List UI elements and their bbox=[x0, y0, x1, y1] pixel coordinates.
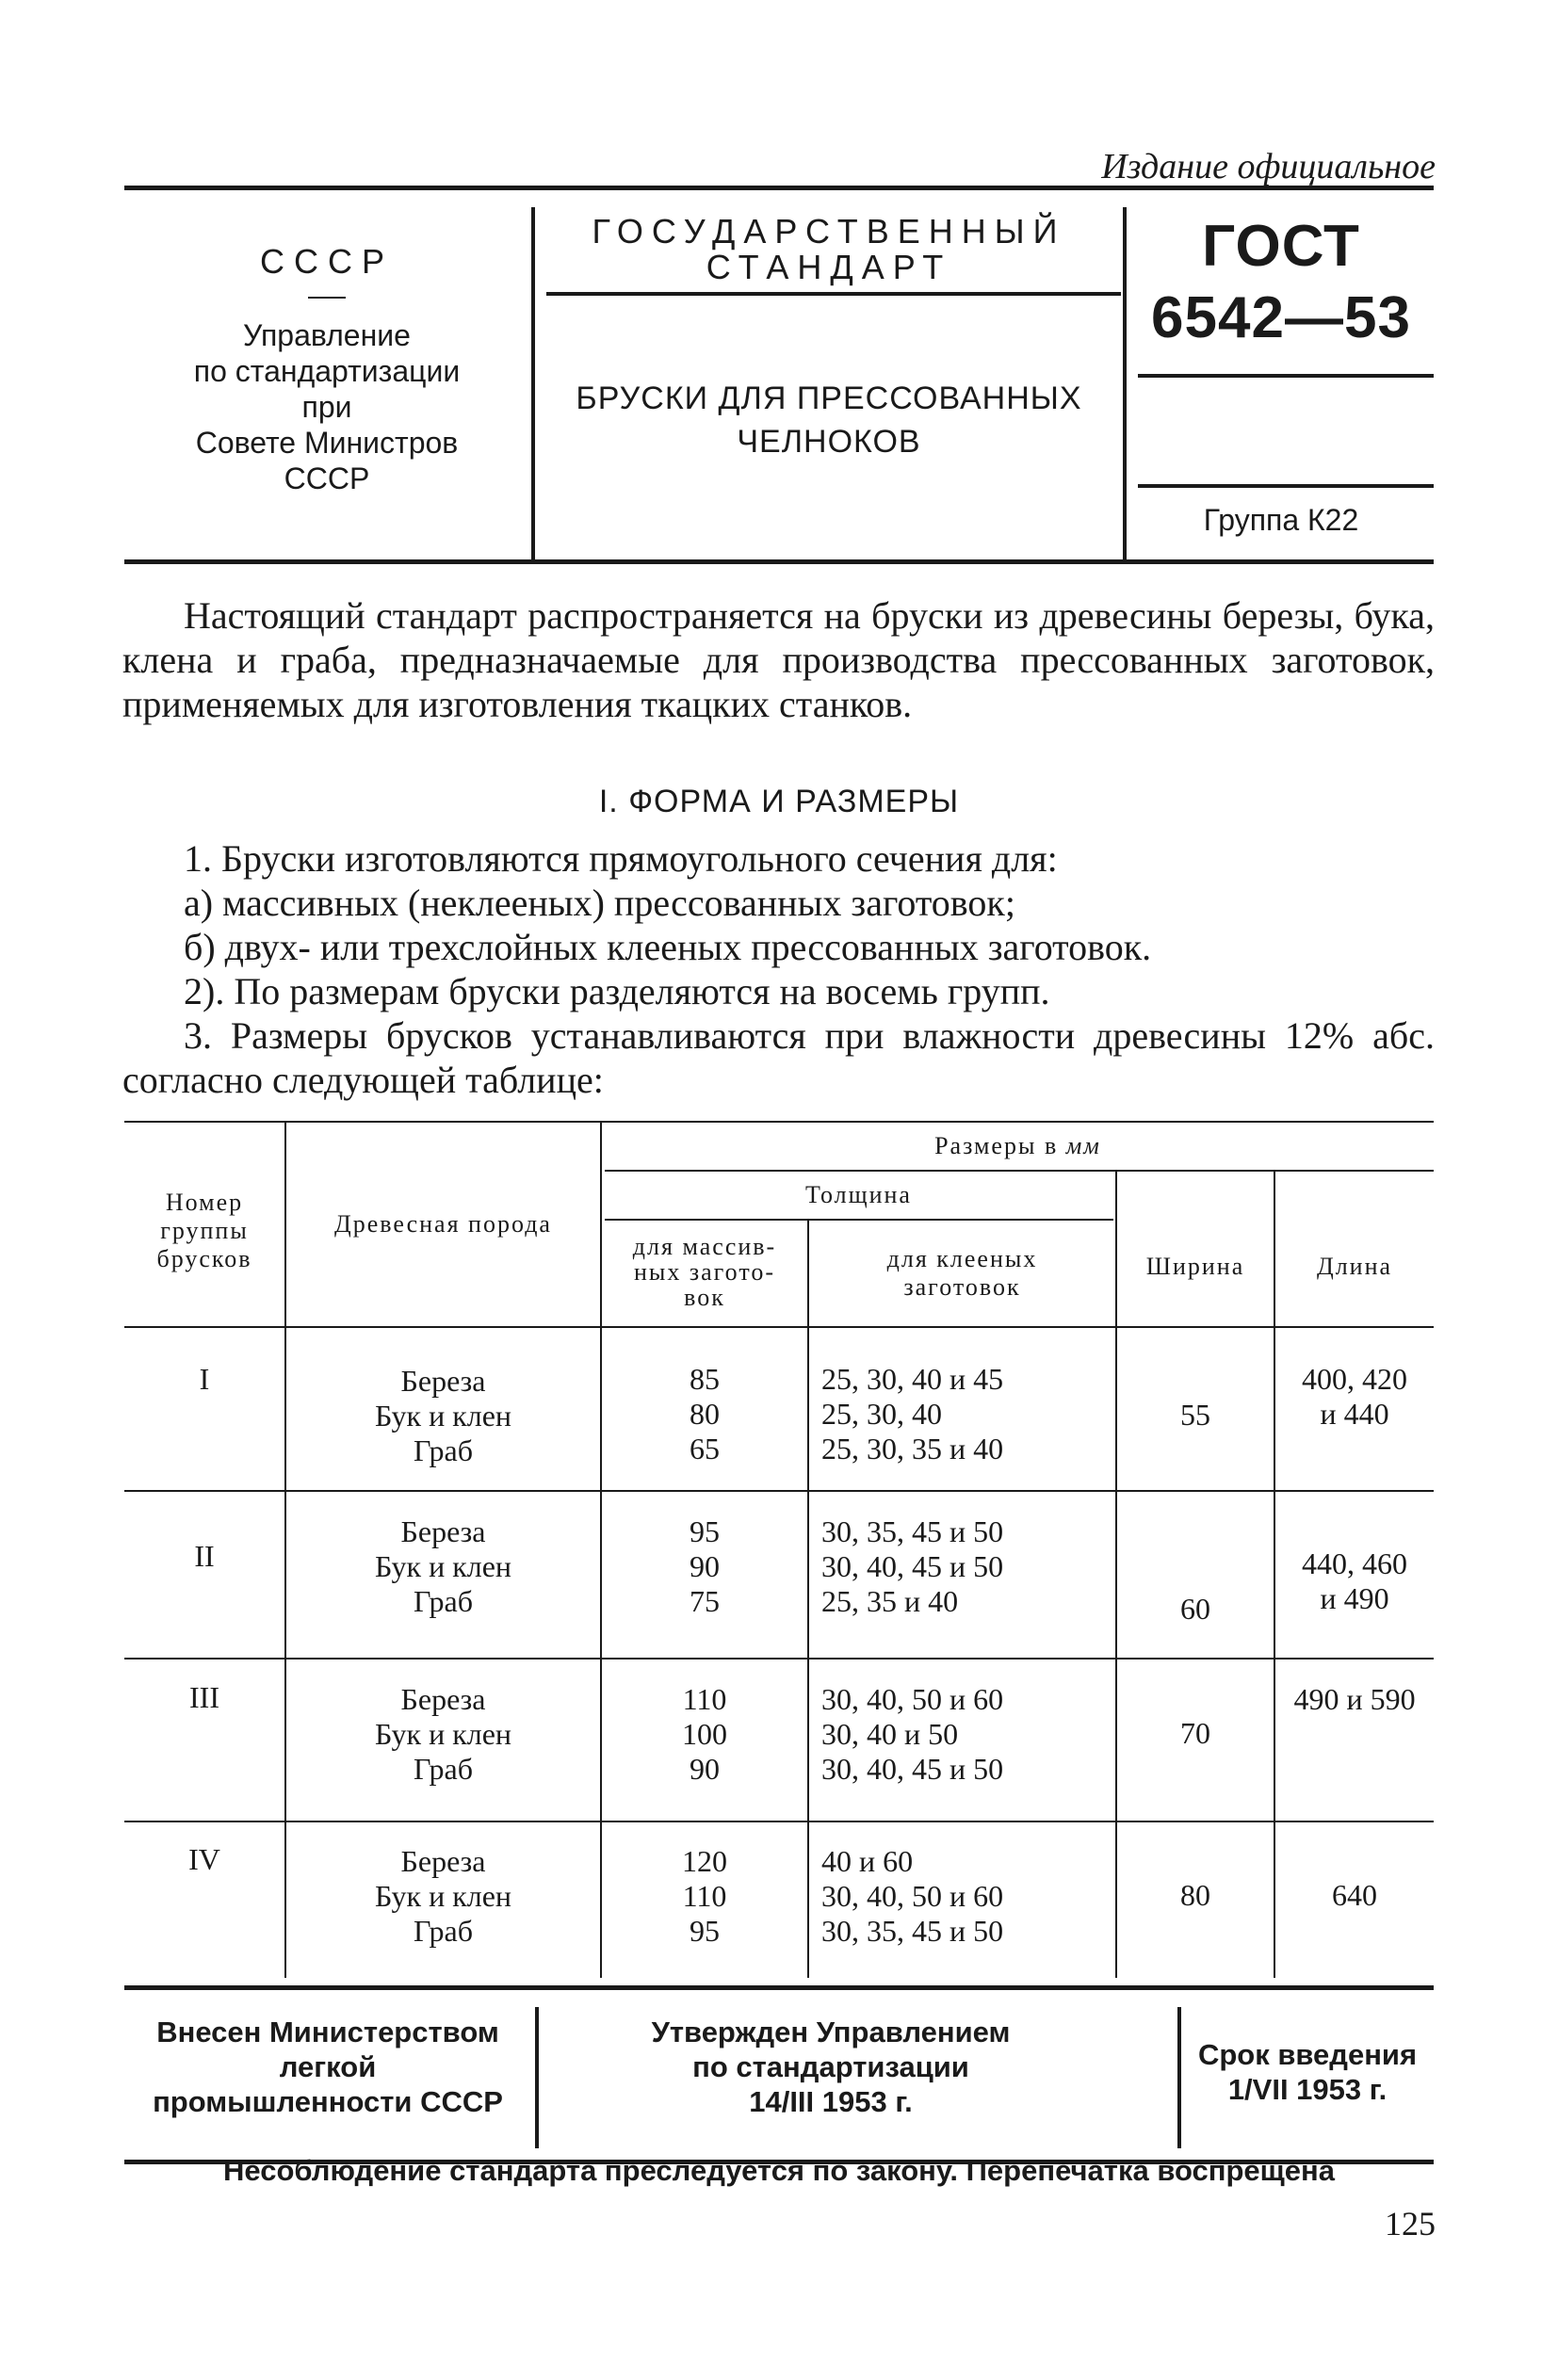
gost-block bbox=[1128, 190, 1434, 559]
page-number: 125 bbox=[1385, 2205, 1436, 2242]
header-group-no: Номер группы брусков bbox=[156, 1189, 252, 1272]
species-2: Береза Бук и клен Граб bbox=[374, 1514, 512, 1618]
header-massive: для массив- ных загото- вок bbox=[632, 1233, 777, 1311]
approved-by: Утвержден Управлением по стандартизации 14/III 1953 г. bbox=[651, 2016, 1011, 2118]
section-title: I. ФОРМА И РАЗМЕРЫ bbox=[598, 784, 960, 819]
glued-1: 25, 30, 40 и 45 25, 30, 40 25, 30, 35 и 40 bbox=[821, 1362, 1004, 1465]
row-rule-2 bbox=[124, 1658, 1434, 1660]
item-1: 1. Бруски изготовляются прямоугольного сечения для: bbox=[184, 837, 1058, 880]
table-top-rule bbox=[124, 1121, 1434, 1123]
length-4: 640 bbox=[1332, 1878, 1377, 1912]
col-rule-4 bbox=[1115, 1172, 1117, 1978]
effective-date: Срок введения 1/VII 1953 г. bbox=[1197, 2038, 1418, 2106]
species-4: Береза Бук и клен Граб bbox=[374, 1844, 512, 1948]
massive-3: 110 100 90 bbox=[682, 1682, 727, 1786]
massive-2: 95 90 75 bbox=[690, 1514, 720, 1618]
width-3: 70 bbox=[1180, 1716, 1210, 1750]
width-4: 80 bbox=[1180, 1878, 1210, 1912]
header-thickness: Толщина bbox=[805, 1181, 912, 1208]
standard-title-block bbox=[537, 190, 1121, 559]
header-divider-2 bbox=[1123, 207, 1127, 559]
agency-name: Управление по стандартизации при Совете Министров СССР bbox=[193, 318, 461, 495]
dash-divider bbox=[308, 297, 346, 299]
glued-3: 30, 40, 50 и 60 30, 40 и 50 30, 40, 45 и 50 bbox=[821, 1682, 1004, 1786]
glued-2: 30, 35, 45 и 50 30, 40, 45 и 50 25, 35 и 40 bbox=[821, 1514, 1004, 1618]
item-1a: а) массивных (неклееных) прессованных заготовок; bbox=[184, 882, 1015, 924]
item-1b: б) двух- или трехслойных клееных прессованных заготовок. bbox=[184, 926, 1152, 968]
dimensions-table bbox=[124, 1121, 1434, 1978]
standard-header bbox=[124, 186, 1434, 564]
header-divider-1 bbox=[531, 207, 535, 559]
length-2: 440, 460 и 490 bbox=[1302, 1546, 1407, 1615]
col-rule-3 bbox=[807, 1219, 809, 1978]
footer-block bbox=[124, 1985, 1434, 2164]
header-bottom-rule bbox=[124, 1326, 1434, 1328]
introduced-by: Внесен Министерством легкой промышленности СССР bbox=[153, 2016, 503, 2118]
header-width: Ширина bbox=[1145, 1253, 1245, 1280]
gost-number: ГОСТ 6542—53 bbox=[1151, 214, 1411, 350]
width-1: 55 bbox=[1180, 1398, 1210, 1432]
edition-note: Издание официальное bbox=[1101, 147, 1436, 186]
standard-label: ГОСУДАРСТВЕННЫЙ СТАНДАРТ bbox=[592, 212, 1066, 286]
length-3: 490 и 590 bbox=[1293, 1682, 1416, 1716]
group-4: IV bbox=[188, 1842, 220, 1876]
width-2: 60 bbox=[1180, 1592, 1210, 1626]
row-rule-1 bbox=[124, 1490, 1434, 1492]
header-glued: для клееных заготовок bbox=[886, 1245, 1038, 1301]
title-rule bbox=[546, 292, 1121, 296]
length-1: 400, 420 и 440 bbox=[1302, 1362, 1407, 1431]
legal-notice: Несоблюдение стандарта преследуется по закону. Перепечатка воспрещена bbox=[222, 2154, 1336, 2187]
header-sizes: Размеры в мм bbox=[934, 1132, 1101, 1159]
massive-4: 120 110 95 bbox=[682, 1844, 727, 1948]
item-2: 2). По размерам бруски разделяются на восемь групп. bbox=[184, 970, 1050, 1012]
header-species: Древесная порода bbox=[334, 1210, 552, 1238]
group-3: III bbox=[189, 1680, 219, 1714]
glued-4: 40 и 60 30, 40, 50 и 60 30, 35, 45 и 50 bbox=[821, 1844, 1004, 1948]
gost-rule-1 bbox=[1138, 374, 1434, 378]
massive-1: 85 80 65 bbox=[690, 1362, 720, 1465]
item-3: 3. Размеры брусков устанавливаются при влажности древесины 12% абс. согласно следующей таблице: bbox=[122, 1014, 1435, 1101]
group-code: Группа К22 bbox=[1203, 503, 1359, 537]
ussr-label: СССР bbox=[259, 242, 394, 281]
thickness-rule bbox=[605, 1219, 1113, 1221]
sizes-rule bbox=[605, 1170, 1434, 1172]
header-length: Длина bbox=[1316, 1253, 1393, 1280]
agency-block bbox=[124, 190, 529, 559]
group-1: I bbox=[199, 1362, 210, 1396]
group-2: II bbox=[194, 1539, 215, 1573]
species-1: Береза Бук и клен Граб bbox=[374, 1364, 512, 1467]
gost-rule-2 bbox=[1138, 484, 1434, 488]
row-rule-3 bbox=[124, 1821, 1434, 1822]
species-3: Береза Бук и клен Граб bbox=[374, 1682, 512, 1786]
product-title: БРУСКИ ДЛЯ ПРЕССОВАННЫХ ЧЕЛНОКОВ bbox=[576, 380, 1082, 460]
intro-paragraph: Настоящий стандарт распространяется на бруски из древесины березы, бука, клена и граба, предназначаемые для производства прессованных заготовок, применяемых для изготовления ткацких станков. bbox=[122, 594, 1435, 725]
